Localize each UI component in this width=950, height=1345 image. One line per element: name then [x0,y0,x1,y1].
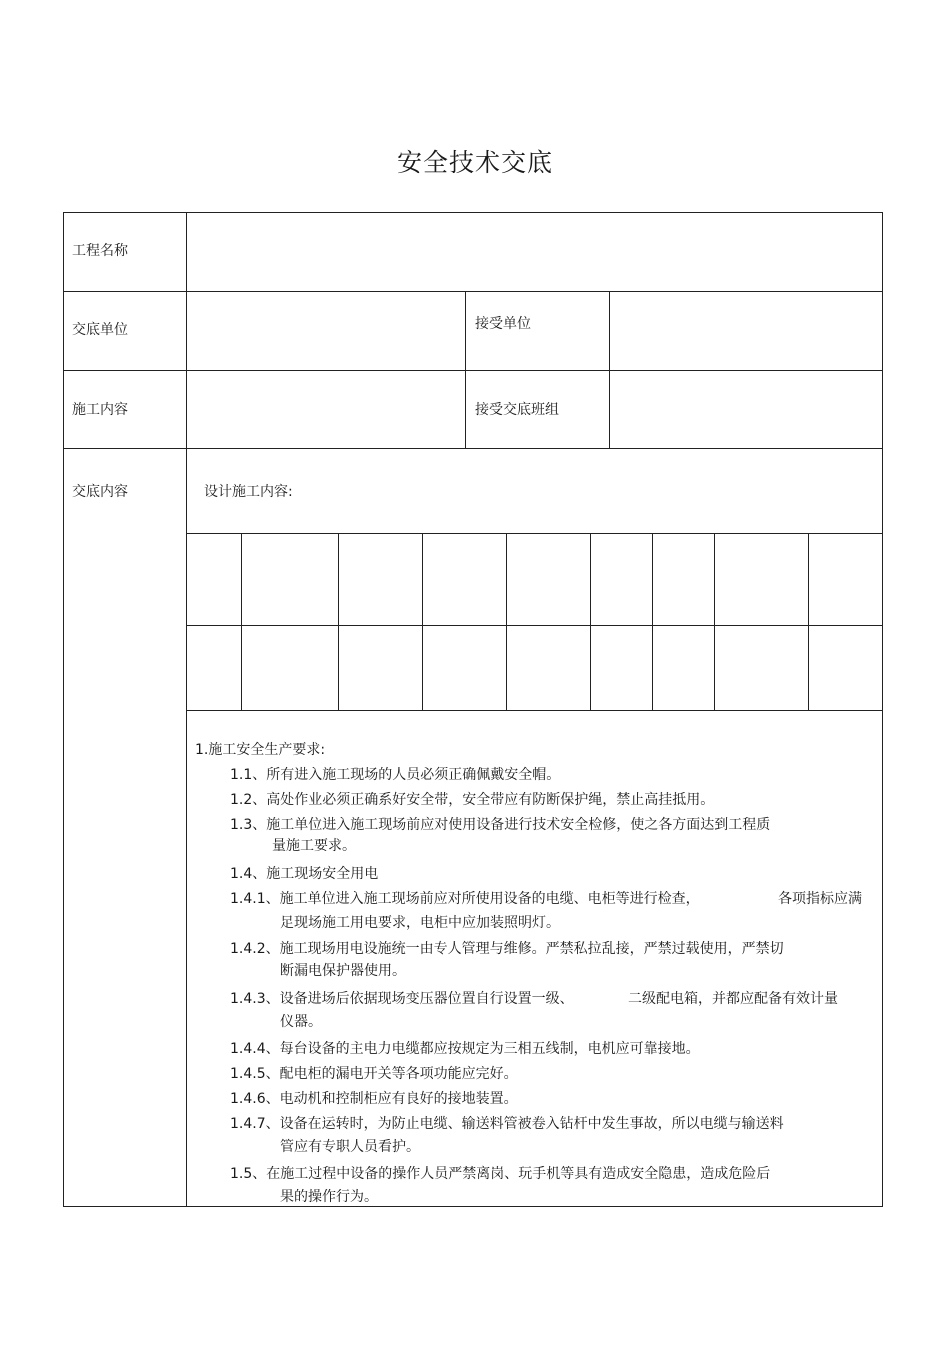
label-column-divider [186,213,187,1206]
grid-column-divider [714,533,715,710]
grid-column-divider [338,533,339,710]
handover-content-label: 交底内容 [72,484,128,500]
requirement-1-4-3: 1.4.3、设备进场后依据现场变压器位置自行设置一级、 [230,991,574,1007]
requirement-1-4-1-continuation: 足现场施工用电要求，电柜中应加装照明灯。 [280,915,560,931]
requirement-1-5: 1.5、在施工过程中设备的操作人员严禁离岗、玩手机等具有造成安全隐患，造成危险后 [230,1166,771,1182]
row-divider [186,533,882,534]
row-divider [186,710,882,711]
requirement-1-4-1-tail: 各项指标应满 [778,891,862,907]
requirement-1-4-3-tail: 二级配电箱，并都应配备有效计量 [628,991,838,1007]
grid-column-divider [652,533,653,710]
requirement-1-4-7-continuation: 管应有专职人员看护。 [280,1139,420,1155]
construction-content-label: 施工内容 [72,402,128,418]
requirements-heading: 1.施工安全生产要求: [195,742,326,758]
requirement-1-3: 1.3、施工单位进入施工现场前应对使用设备进行技术安全检修，使之各方面达到工程质 [230,817,771,833]
requirement-1-4-3-continuation: 仪器。 [280,1014,322,1030]
column-divider [465,291,466,448]
project-name-label: 工程名称 [72,243,128,259]
requirement-1-4-6: 1.4.6、电动机和控制柜应有良好的接地装置。 [230,1091,518,1107]
requirement-1-4-5: 1.4.5、配电柜的漏电开关等各项功能应完好。 [230,1066,518,1082]
column-divider [609,291,610,448]
row-divider [186,625,882,626]
receiving-unit-label: 接受单位 [475,316,531,332]
handover-unit-label: 交底单位 [72,322,128,338]
grid-column-divider [808,533,809,710]
requirement-1-1: 1.1、所有进入施工现场的人员必须正确佩戴安全帽。 [230,767,561,783]
requirement-1-4-2: 1.4.2、施工现场用电设施统一由专人管理与维修。严禁私拉乱接，严禁过载使用，严禁切 [230,941,784,957]
requirement-1-4-2-continuation: 断漏电保护器使用。 [280,963,406,979]
design-content-label: 设计施工内容: [204,484,293,500]
receiving-team-label: 接受交底班组 [475,402,559,418]
grid-column-divider [241,533,242,710]
grid-column-divider [590,533,591,710]
requirement-1-4-4: 1.4.4、每台设备的主电力电缆都应按规定为三相五线制，电机应可靠接地。 [230,1041,700,1057]
requirement-1-4-7: 1.4.7、设备在运转时，为防止电缆、输送料管被卷入钻杆中发生事故，所以电缆与输送料 [230,1116,784,1132]
requirement-1-5-continuation: 果的操作行为。 [280,1189,378,1205]
page-title: 安全技术交底 [396,148,553,177]
grid-column-divider [422,533,423,710]
requirement-1-3-continuation: 量施工要求。 [272,838,356,854]
requirement-1-4-1: 1.4.1、施工单位进入施工现场前应对所使用设备的电缆、电柜等进行检查， [230,891,700,907]
handover-form [63,212,883,1207]
requirement-1-2: 1.2、高处作业必须正确系好安全带，安全带应有防断保护绳，禁止高挂抵用。 [230,792,715,808]
grid-column-divider [506,533,507,710]
requirement-1-4: 1.4、施工现场安全用电 [230,866,379,882]
